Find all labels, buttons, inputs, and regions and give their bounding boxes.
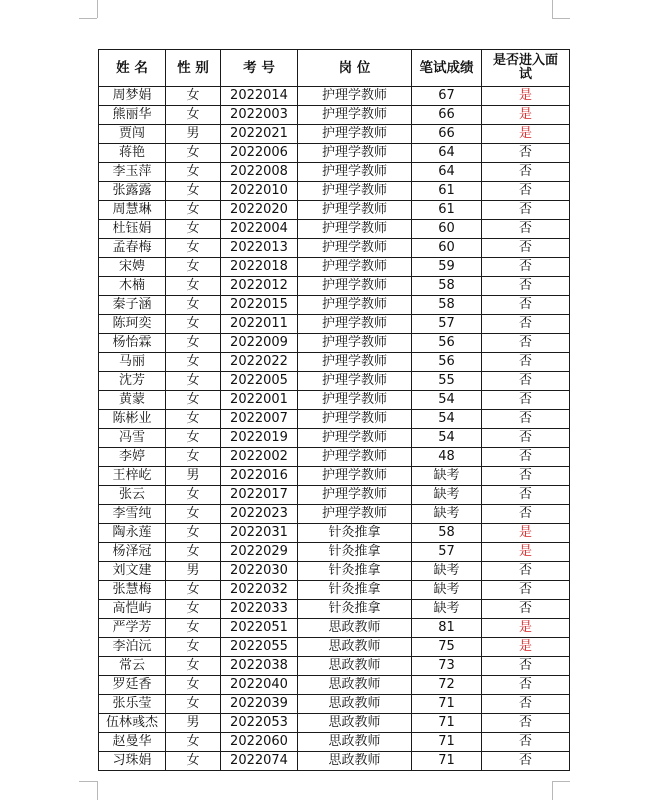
cell-exam-id: 2022019 — [221, 429, 298, 448]
cell-interview: 否 — [482, 714, 570, 733]
cell-gender: 女 — [166, 277, 221, 296]
cell-written-score: 60 — [412, 220, 482, 239]
cell-written-score: 54 — [412, 429, 482, 448]
cell-name: 罗廷香 — [99, 676, 166, 695]
crop-mark-bottom-right-v — [552, 781, 553, 800]
cell-exam-id: 2022011 — [221, 315, 298, 334]
cell-exam-id: 2022021 — [221, 125, 298, 144]
cell-position: 针灸推拿 — [298, 581, 412, 600]
cell-gender: 女 — [166, 163, 221, 182]
cell-interview: 否 — [482, 334, 570, 353]
cell-interview: 否 — [482, 733, 570, 752]
cell-interview: 否 — [482, 220, 570, 239]
cell-position: 针灸推拿 — [298, 524, 412, 543]
table-row — [99, 543, 570, 562]
cell-name: 周梦娟 — [99, 87, 166, 106]
cell-interview: 否 — [482, 258, 570, 277]
cell-interview: 否 — [482, 315, 570, 334]
cell-gender: 女 — [166, 638, 221, 657]
cell-gender: 女 — [166, 486, 221, 505]
cell-name: 常云 — [99, 657, 166, 676]
cell-name: 黄蒙 — [99, 391, 166, 410]
cell-exam-id: 2022006 — [221, 144, 298, 163]
cell-gender: 女 — [166, 410, 221, 429]
cell-gender: 女 — [166, 106, 221, 125]
cell-position: 针灸推拿 — [298, 562, 412, 581]
cell-exam-id: 2022022 — [221, 353, 298, 372]
crop-mark-top-left-h — [79, 18, 97, 19]
table-row — [99, 562, 570, 581]
cell-name: 宋娉 — [99, 258, 166, 277]
cell-exam-id: 2022005 — [221, 372, 298, 391]
cell-position: 针灸推拿 — [298, 543, 412, 562]
cell-interview: 是 — [482, 543, 570, 562]
cell-name: 赵曼华 — [99, 733, 166, 752]
cell-written-score: 55 — [412, 372, 482, 391]
header-gender: 性 别 — [166, 50, 221, 87]
cell-interview: 否 — [482, 353, 570, 372]
cell-name: 伍林彧杰 — [99, 714, 166, 733]
cell-interview: 否 — [482, 144, 570, 163]
table-row — [99, 448, 570, 467]
cell-name: 张乐莹 — [99, 695, 166, 714]
table-row — [99, 201, 570, 220]
cell-gender: 女 — [166, 543, 221, 562]
table-row — [99, 144, 570, 163]
table-row — [99, 315, 570, 334]
cell-written-score: 缺考 — [412, 505, 482, 524]
cell-written-score: 64 — [412, 163, 482, 182]
cell-exam-id: 2022023 — [221, 505, 298, 524]
cell-gender: 女 — [166, 258, 221, 277]
cell-exam-id: 2022002 — [221, 448, 298, 467]
cell-exam-id: 2022055 — [221, 638, 298, 657]
cell-position: 护理学教师 — [298, 220, 412, 239]
cell-name: 杨怡霖 — [99, 334, 166, 353]
cell-gender: 女 — [166, 524, 221, 543]
cell-position: 思政教师 — [298, 714, 412, 733]
cell-name: 张云 — [99, 486, 166, 505]
cell-written-score: 54 — [412, 410, 482, 429]
cell-exam-id: 2022008 — [221, 163, 298, 182]
cell-exam-id: 2022030 — [221, 562, 298, 581]
cell-position: 思政教师 — [298, 619, 412, 638]
cell-gender: 女 — [166, 429, 221, 448]
cell-written-score: 缺考 — [412, 581, 482, 600]
cell-position: 思政教师 — [298, 676, 412, 695]
cell-written-score: 56 — [412, 334, 482, 353]
cell-gender: 女 — [166, 657, 221, 676]
cell-position: 护理学教师 — [298, 201, 412, 220]
cell-gender: 女 — [166, 334, 221, 353]
cell-gender: 女 — [166, 144, 221, 163]
cell-written-score: 75 — [412, 638, 482, 657]
cell-interview: 否 — [482, 600, 570, 619]
cell-exam-id: 2022038 — [221, 657, 298, 676]
table-row — [99, 505, 570, 524]
cell-exam-id: 2022020 — [221, 201, 298, 220]
table-row — [99, 638, 570, 657]
table-row — [99, 106, 570, 125]
cell-gender: 女 — [166, 733, 221, 752]
cell-interview: 是 — [482, 106, 570, 125]
cell-position: 护理学教师 — [298, 258, 412, 277]
cell-gender: 女 — [166, 182, 221, 201]
cell-position: 思政教师 — [298, 695, 412, 714]
cell-position: 护理学教师 — [298, 391, 412, 410]
crop-mark-top-right-h — [552, 18, 570, 19]
table-row — [99, 391, 570, 410]
table-row — [99, 125, 570, 144]
cell-written-score: 67 — [412, 87, 482, 106]
cell-gender: 女 — [166, 201, 221, 220]
cell-gender: 女 — [166, 448, 221, 467]
cell-gender: 女 — [166, 619, 221, 638]
cell-written-score: 59 — [412, 258, 482, 277]
cell-gender: 女 — [166, 600, 221, 619]
cell-position: 护理学教师 — [298, 163, 412, 182]
cell-written-score: 61 — [412, 182, 482, 201]
table-row — [99, 733, 570, 752]
cell-written-score: 61 — [412, 201, 482, 220]
cell-position: 护理学教师 — [298, 106, 412, 125]
table-row — [99, 372, 570, 391]
cell-exam-id: 2022029 — [221, 543, 298, 562]
cell-interview: 是 — [482, 638, 570, 657]
cell-written-score: 57 — [412, 315, 482, 334]
table-row — [99, 600, 570, 619]
cell-interview: 否 — [482, 752, 570, 771]
cell-gender: 女 — [166, 676, 221, 695]
cell-name: 张露露 — [99, 182, 166, 201]
cell-exam-id: 2022032 — [221, 581, 298, 600]
cell-gender: 男 — [166, 714, 221, 733]
cell-interview: 是 — [482, 125, 570, 144]
cell-gender: 女 — [166, 391, 221, 410]
table-row — [99, 695, 570, 714]
cell-interview: 否 — [482, 562, 570, 581]
cell-written-score: 64 — [412, 144, 482, 163]
cell-written-score: 缺考 — [412, 467, 482, 486]
cell-name: 沈芳 — [99, 372, 166, 391]
cell-exam-id: 2022033 — [221, 600, 298, 619]
cell-written-score: 48 — [412, 448, 482, 467]
cell-gender: 女 — [166, 87, 221, 106]
table-row — [99, 657, 570, 676]
cell-written-score: 缺考 — [412, 486, 482, 505]
cell-exam-id: 2022003 — [221, 106, 298, 125]
cell-name: 木楠 — [99, 277, 166, 296]
cell-exam-id: 2022004 — [221, 220, 298, 239]
cell-written-score: 71 — [412, 733, 482, 752]
table-header-row — [99, 50, 570, 87]
crop-mark-top-left-v — [97, 0, 98, 18]
cell-exam-id: 2022016 — [221, 467, 298, 486]
cell-gender: 女 — [166, 220, 221, 239]
cell-written-score: 73 — [412, 657, 482, 676]
cell-exam-id: 2022053 — [221, 714, 298, 733]
cell-name: 冯雪 — [99, 429, 166, 448]
cell-interview: 否 — [482, 676, 570, 695]
cell-written-score: 57 — [412, 543, 482, 562]
cell-interview: 否 — [482, 429, 570, 448]
cell-exam-id: 2022017 — [221, 486, 298, 505]
table-row — [99, 258, 570, 277]
cell-name: 秦子涵 — [99, 296, 166, 315]
cell-written-score: 56 — [412, 353, 482, 372]
cell-gender: 女 — [166, 296, 221, 315]
cell-interview: 否 — [482, 372, 570, 391]
cell-exam-id: 2022015 — [221, 296, 298, 315]
cell-name: 李玉萍 — [99, 163, 166, 182]
cell-name: 蒋艳 — [99, 144, 166, 163]
header-interview: 是否进入面试 — [482, 50, 570, 87]
cell-exam-id: 2022010 — [221, 182, 298, 201]
cell-written-score: 58 — [412, 524, 482, 543]
cell-written-score: 缺考 — [412, 600, 482, 619]
cell-interview: 否 — [482, 581, 570, 600]
cell-position: 护理学教师 — [298, 296, 412, 315]
cell-written-score: 60 — [412, 239, 482, 258]
header-exam-id: 考 号 — [221, 50, 298, 87]
cell-gender: 女 — [166, 752, 221, 771]
cell-interview: 是 — [482, 87, 570, 106]
cell-name: 陈彬业 — [99, 410, 166, 429]
cell-position: 思政教师 — [298, 638, 412, 657]
table-row — [99, 220, 570, 239]
cell-exam-id: 2022031 — [221, 524, 298, 543]
cell-name: 熊丽华 — [99, 106, 166, 125]
cell-interview: 否 — [482, 391, 570, 410]
table-body — [99, 87, 570, 771]
table-row — [99, 524, 570, 543]
cell-gender: 男 — [166, 467, 221, 486]
table-row — [99, 334, 570, 353]
cell-interview: 否 — [482, 467, 570, 486]
cell-position: 护理学教师 — [298, 429, 412, 448]
cell-exam-id: 2022051 — [221, 619, 298, 638]
cell-position: 护理学教师 — [298, 125, 412, 144]
table-row — [99, 486, 570, 505]
cell-interview: 否 — [482, 448, 570, 467]
crop-mark-bottom-right-h — [552, 781, 570, 782]
cell-exam-id: 2022001 — [221, 391, 298, 410]
cell-gender: 女 — [166, 695, 221, 714]
table-row — [99, 467, 570, 486]
cell-gender: 男 — [166, 562, 221, 581]
table-row — [99, 239, 570, 258]
cell-exam-id: 2022040 — [221, 676, 298, 695]
cell-name: 习珠娟 — [99, 752, 166, 771]
cell-interview: 否 — [482, 505, 570, 524]
cell-exam-id: 2022014 — [221, 87, 298, 106]
cell-name: 孟春梅 — [99, 239, 166, 258]
cell-position: 护理学教师 — [298, 467, 412, 486]
cell-position: 思政教师 — [298, 752, 412, 771]
crop-mark-top-right-v — [552, 0, 553, 18]
cell-position: 护理学教师 — [298, 372, 412, 391]
table-row — [99, 676, 570, 695]
cell-written-score: 66 — [412, 125, 482, 144]
cell-exam-id: 2022009 — [221, 334, 298, 353]
cell-name: 李泊沅 — [99, 638, 166, 657]
cell-written-score: 71 — [412, 752, 482, 771]
cell-interview: 否 — [482, 296, 570, 315]
cell-name: 杨泽冠 — [99, 543, 166, 562]
cell-exam-id: 2022007 — [221, 410, 298, 429]
cell-interview: 否 — [482, 657, 570, 676]
cell-written-score: 72 — [412, 676, 482, 695]
cell-position: 护理学教师 — [298, 505, 412, 524]
table-row — [99, 714, 570, 733]
cell-gender: 男 — [166, 125, 221, 144]
table-row — [99, 353, 570, 372]
cell-exam-id: 2022074 — [221, 752, 298, 771]
score-table — [98, 49, 570, 771]
cell-position: 针灸推拿 — [298, 600, 412, 619]
cell-interview: 否 — [482, 277, 570, 296]
cell-interview: 否 — [482, 695, 570, 714]
table-row — [99, 296, 570, 315]
cell-written-score: 58 — [412, 296, 482, 315]
header-written-score: 笔试成绩 — [412, 50, 482, 87]
cell-name: 杜钰娟 — [99, 220, 166, 239]
cell-name: 陈珂奕 — [99, 315, 166, 334]
cell-gender: 女 — [166, 372, 221, 391]
table-row — [99, 752, 570, 771]
header-name: 姓 名 — [99, 50, 166, 87]
cell-name: 李雪纯 — [99, 505, 166, 524]
cell-written-score: 81 — [412, 619, 482, 638]
cell-interview: 否 — [482, 486, 570, 505]
cell-gender: 女 — [166, 239, 221, 258]
cell-position: 思政教师 — [298, 657, 412, 676]
cell-interview: 否 — [482, 410, 570, 429]
cell-position: 护理学教师 — [298, 486, 412, 505]
cell-name: 李婷 — [99, 448, 166, 467]
cell-exam-id: 2022018 — [221, 258, 298, 277]
cell-position: 护理学教师 — [298, 334, 412, 353]
cell-interview: 否 — [482, 239, 570, 258]
cell-name: 高恺屿 — [99, 600, 166, 619]
cell-position: 护理学教师 — [298, 182, 412, 201]
cell-exam-id: 2022012 — [221, 277, 298, 296]
crop-mark-bottom-left-h — [79, 781, 97, 782]
cell-written-score: 71 — [412, 714, 482, 733]
cell-position: 思政教师 — [298, 733, 412, 752]
cell-gender: 女 — [166, 353, 221, 372]
cell-written-score: 缺考 — [412, 562, 482, 581]
cell-interview: 是 — [482, 524, 570, 543]
cell-name: 周慧琳 — [99, 201, 166, 220]
cell-exam-id: 2022039 — [221, 695, 298, 714]
crop-mark-bottom-left-v — [97, 781, 98, 800]
cell-interview: 否 — [482, 182, 570, 201]
table-row — [99, 619, 570, 638]
cell-name: 张慧梅 — [99, 581, 166, 600]
cell-name: 王梓屹 — [99, 467, 166, 486]
table-row — [99, 182, 570, 201]
cell-name: 严学芳 — [99, 619, 166, 638]
cell-name: 刘文建 — [99, 562, 166, 581]
cell-position: 护理学教师 — [298, 144, 412, 163]
table-row — [99, 87, 570, 106]
cell-exam-id: 2022060 — [221, 733, 298, 752]
cell-name: 马丽 — [99, 353, 166, 372]
cell-position: 护理学教师 — [298, 353, 412, 372]
cell-position: 护理学教师 — [298, 410, 412, 429]
table-row — [99, 581, 570, 600]
table-row — [99, 410, 570, 429]
cell-written-score: 71 — [412, 695, 482, 714]
cell-position: 护理学教师 — [298, 277, 412, 296]
table-row — [99, 277, 570, 296]
cell-exam-id: 2022013 — [221, 239, 298, 258]
cell-name: 陶永莲 — [99, 524, 166, 543]
cell-written-score: 58 — [412, 277, 482, 296]
cell-gender: 女 — [166, 581, 221, 600]
cell-gender: 女 — [166, 315, 221, 334]
cell-interview: 否 — [482, 201, 570, 220]
cell-position: 护理学教师 — [298, 87, 412, 106]
cell-position: 护理学教师 — [298, 239, 412, 258]
cell-interview: 否 — [482, 163, 570, 182]
table-row — [99, 163, 570, 182]
cell-position: 护理学教师 — [298, 315, 412, 334]
table-row — [99, 429, 570, 448]
header-position: 岗 位 — [298, 50, 412, 87]
cell-written-score: 66 — [412, 106, 482, 125]
cell-interview: 是 — [482, 619, 570, 638]
cell-written-score: 54 — [412, 391, 482, 410]
cell-position: 护理学教师 — [298, 448, 412, 467]
cell-name: 贾闯 — [99, 125, 166, 144]
cell-gender: 女 — [166, 505, 221, 524]
